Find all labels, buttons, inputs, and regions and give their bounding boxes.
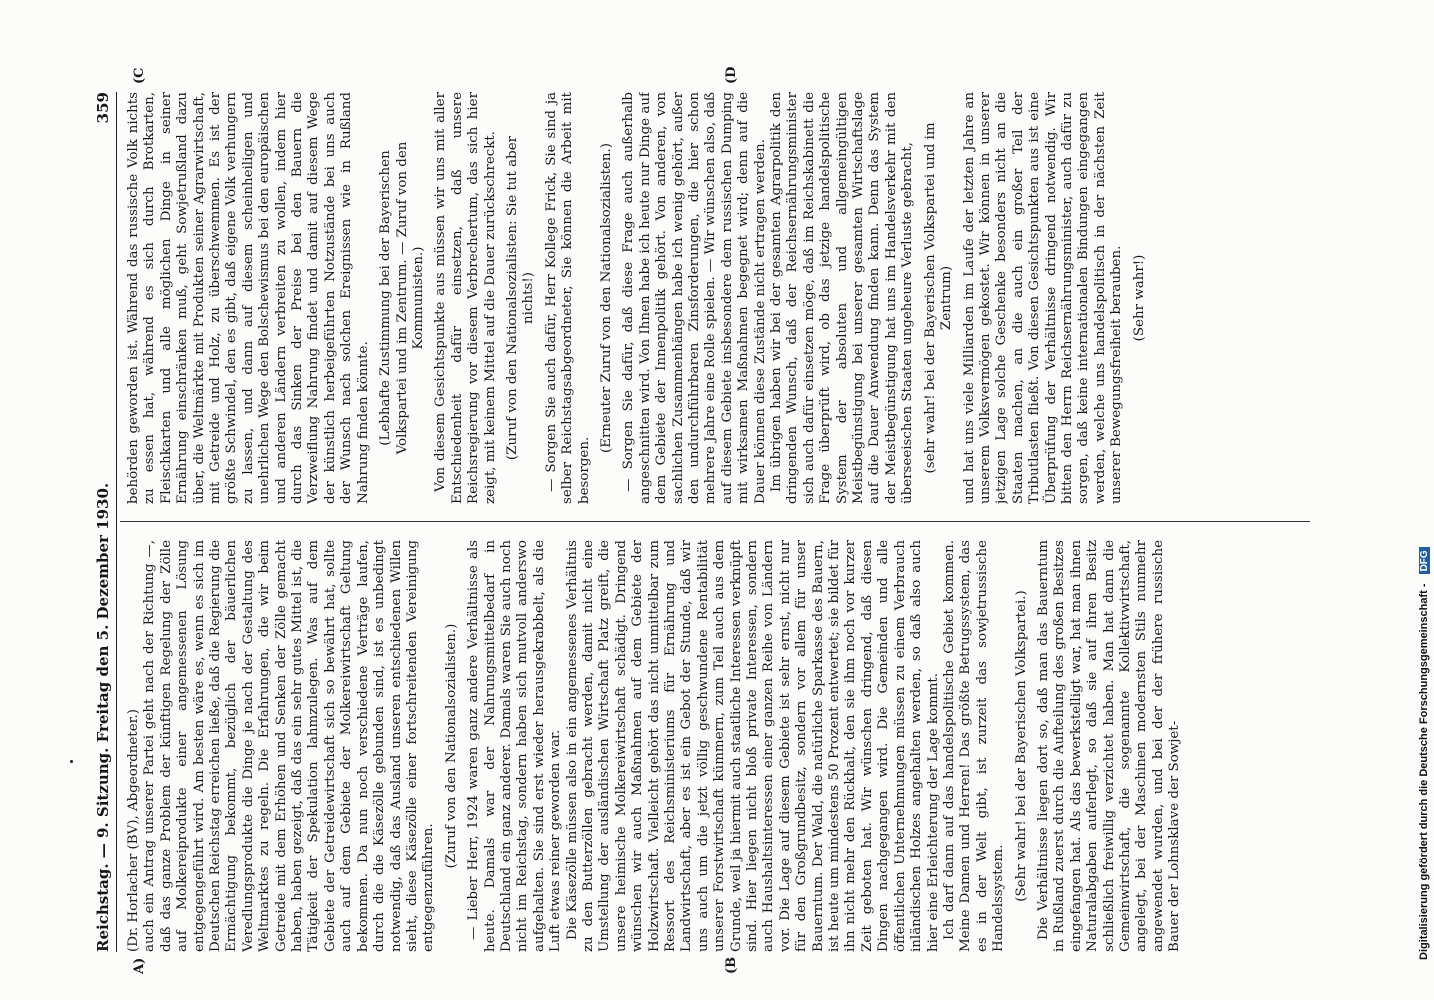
interjection: (Erneuter Zuruf von den Nationalsozialisten.) [598,143,614,454]
paragraph: auch ein Antrag unserer Partei geht nach der Richtung —, daß das ganze Problem der künftigen Regelung der Zölle auf Molkereiprodukte einer angemessenen Lösung entgegengeführt wird. Am besten wäre es, wenn es sich im Deutschen Reichstag erreichen ließe, daß die Regierung die Ermächtigung bekommt, bezüglich der bäuerlichen Veredlungsprodukte die Dinge je nach der Gestaltung des Weltmarktes zu regeln. Die Erfahrungen, die wir beim Getreide mit dem Erhöhen und Senken der Zölle gemacht haben, haben gezeigt, daß das ein sehr gutes Mittel ist, die Tätigkeit der Spekulation lahmzulegen. Was auf dem Gebiete der Getreidewirtschaft sich so bewährt hat, sollte auch auf dem Gebiete der Molkereiwirtschaft Geltung bekommen. Da nun noch verschiedene Verträge laufen, durch die die Käsezölle gebunden sind, ist es unbedingt notwendig, daß das Ausland unseren entschiedenen Willen sieht, diese Käsezölle einer fortschreitenden Vereinigung entgegenzuführen. [142,540,437,952]
paragraph: Die Verhältnisse liegen dort so, daß man das Bauerntum in Rußland zuerst durch die Aufteilung des großen Besitzes eingefangen hat. Als das bewerkstelligt war, hat man ihnen Naturalabgaben auferlegt, so daß sie auf ihren Besitz schließlich freiwillig verzichtet haben. Man hat dann die Gemeinwirtschaft, die sogenannte Kollektivwirtschaft, angelegt, bei der Maschinen modernsten Stils nunmehr angewendet wurden, und bei der der frühere russische Bauer der Lohnsklave der Sowjet- [1035,540,1183,952]
paragraph: Ich darf dann auf das handelspolitische Gebiet kommen. Meine Damen und Herren! Das größte Betrugssystem, das es in der Welt gibt, ist zurzeit das sowjetrussische Handelssystem. [941,540,1007,952]
interjection: (Sehr wahr! bei der Bayerischen Volkspartei.) [1013,590,1029,902]
paragraph: Im übrigen haben wir bei der gesamten Agrarpolitik den dringenden Wunsch, daß der Reichsernährungsminister sich auch dafür einsetzen möge, daß im Reichskabinett die Frage überprüft wird, ob das jetzige handelspolitische System der absoluten und allgemeingültigen Meistbegünstigung bei unserer gesamten Wirtschaftslage auf die Dauer Anwendung finden kann. Denn das System der Meistbegünstigung hat uns im Handelsverkehr mit den überseeischen Staaten ungeheure Verluste gebracht, [769,92,916,504]
dfg-logo: DFG [1419,547,1430,574]
paragraph: — Sorgen Sie auch dafür, Herr Kollege Frick, Sie sind ja selber Reichstagsabgeordneter, Sie können die Arbeit mit besorgen. [543,92,592,504]
speaker-line: (Dr. Horlacher (BV), Abgeordneter.) [126,708,141,952]
digitization-credit [1418,547,1430,960]
ink-speck [70,760,73,763]
column-divider [120,521,1310,522]
interjection: (Lebhafte Zustimmung bei der Bayerischen Volkspartei und im Zentrum. — Zuruf von den Kommunisten.) [378,141,426,455]
credit-text: Digitalisierung gefördert durch die Deutsche Forschungsgemeinschaft - [1418,583,1430,960]
paragraph: behörden geworden ist. Während das russische Volk nichts zu essen hat, während es sich durch Brotkarten, Fleischkarten und alle möglichen Dinge in seiner Ernährung einschränken muß, geht Sowjetrußland dazu über, die Weltmärkte mit Produkten seiner Agrarwirtschaft, mit Getreide und Holz, zu überschwemmen. Es ist der größte Schwindel, den es gibt, daß eigene Volk verhungern zu lassen, und dann auf diesem scheinheiligen und unehrlichen Wege den Bolschewismus bei den europäischen und anderen Ländern verbreiten zu wollen, indem hier durch das Sinken der Preise bei den Bauern die Verzweiflung Nahrung findet und damit auf diesem Wege der künstlich herbeigeführten Notzustände bei uns auch der Wunsch nach solchen Ereignissen wie in Rußland Nahrung finden könnte. [126,92,371,504]
margin-marker-d: (D [724,66,739,84]
left-column [126,540,1326,952]
paragraph: — Sorgen Sie dafür, daß diese Frage auch außerhalb angeschnitten wird. Von Ihnen habe ich heute nur Dinge auf dem Gebiete der Innenpolitik gehört. Von anderen, von sachlichen Zusammenhängen habe ich wenig gehört, außer den undurchführbaren Zinsforderungen, die hier schon mehrere Jahre eine Rolle spielen. — Wir wünschen also, daß auf diesem Gebiete insbesondere dem russischen Dumping mit wirksamen Maßnahmen begegnet wird; denn auf die Dauer können diese Zustände nicht ertragen werden. [621,92,768,504]
margin-marker-a: A) [132,957,147,974]
margin-marker-c: (C [132,67,147,84]
paragraph: Von diesem Gesichtspunkte aus müssen wir uns mit aller Entschiedenheit dafür einsetzen, daß unsere Reichsregierung vor diesem Verbrechertum, das sich hier zeigt, mit keinem Mittel auf die Dauer zurückschreckt. [433,92,498,504]
paragraph: — Lieber Herr, 1924 waren ganz andere Verhältnisse als heute. Damals war der Nahrungsmittelbedarf in Deutschland ein ganz anderer. Damals waren Sie auch noch nicht im Reichstag, sondern haben sich mutvoll anderswo aufgehalten. Sie sind erst wieder herausgekrabbelt, als die Luft etwas reiner geworden war. [466,540,564,952]
page-header [92,92,116,952]
rotated-page-content [92,66,1337,974]
interjection: (Zuruf von den Nationalsozialisten: Sie tut aber nichts!) [504,135,537,461]
margin-marker-b: (B [724,956,739,974]
paragraph: und hat uns viele Milliarden im Laufe der letzten Jahre an unserem Volksvermögen gekostet. Wir können in unserer jetzigen Lage solche Geschenke besonders nicht an die Staaten machen, an die auch ein großer Teil der Tributlasten fließt. Von diesen Gesichtspunkten aus ist eine Überprüfung der Verhältnisse dringend notwendig. Wir bitten den Herrn Reichsernährungsminister, auch dafür zu sorgen, daß keine internationalen Bindungen eingegangen werden, welche uns handelspolitisch in der nächsten Zeit unserer Bewegungsfreiheit berauben. [961,92,1125,504]
page-number: 359 [94,92,112,124]
header-rule [116,92,117,952]
right-column [126,92,1326,504]
interjection: (Zuruf von den Nationalsozialisten.) [443,623,459,869]
interjection: (sehr wahr! bei der Bayerischen Volkspartei und im Zentrum) [922,122,955,474]
paragraph: Die Käsezölle müssen also in ein angemessenes Verhältnis zu den Butterzöllen gebracht werden, damit nicht eine Umstellung der ausländischen Wirtschaft Platz greift, die unsere heimische Molkereiwirtschaft schädigt. Dringend wünschen wir auch Maßnahmen auf dem Gebiete der Holzwirtschaft. Vielleicht gehört das nicht unmittelbar zum Ressort des Reichsministeriums für Ernährung und Landwirtschaft, aber es ist ein Gebot der Stunde, daß wir uns auch um die jetzt völlig geschwundene Rentabilität unserer Forstwirtschaft kümmern, zum Teil auch aus dem Grunde, weil ja hiermit auch staatliche Interessen verknüpft sind. Hier liegen nicht bloß private Interessen, sondern auch Haushaltsinteressen einer ganzen Reihe von Ländern vor. Die Lage auf diesem Gebiete ist sehr ernst, nicht nur für den Großgrundbesitz, sondern vor allem für unser Bauerntum. Der Wald, die natürliche Sparkasse des Bauern, ist heute um mindestens 50 Prozent entwertet; sie bildet für ihn nicht mehr den Rückhalt, den sie ihm noch vor kurzer Zeit geboten hat. Wir wünschen dringend, daß diesen Dingen nachgegangen wird. Die Gemeinden und alle öffentlichen Unternehmungen müssen zu einem Verbrauch inländischen Holzes angehalten werden, so daß also auch hier eine Erleichterung der Lage kommt. [564,540,941,952]
interjection: (Sehr wahr!) [1131,254,1147,342]
header-title: Reichstag. — 9. Sitzung. Freitag den 5. Dezember 1930. [94,482,112,952]
